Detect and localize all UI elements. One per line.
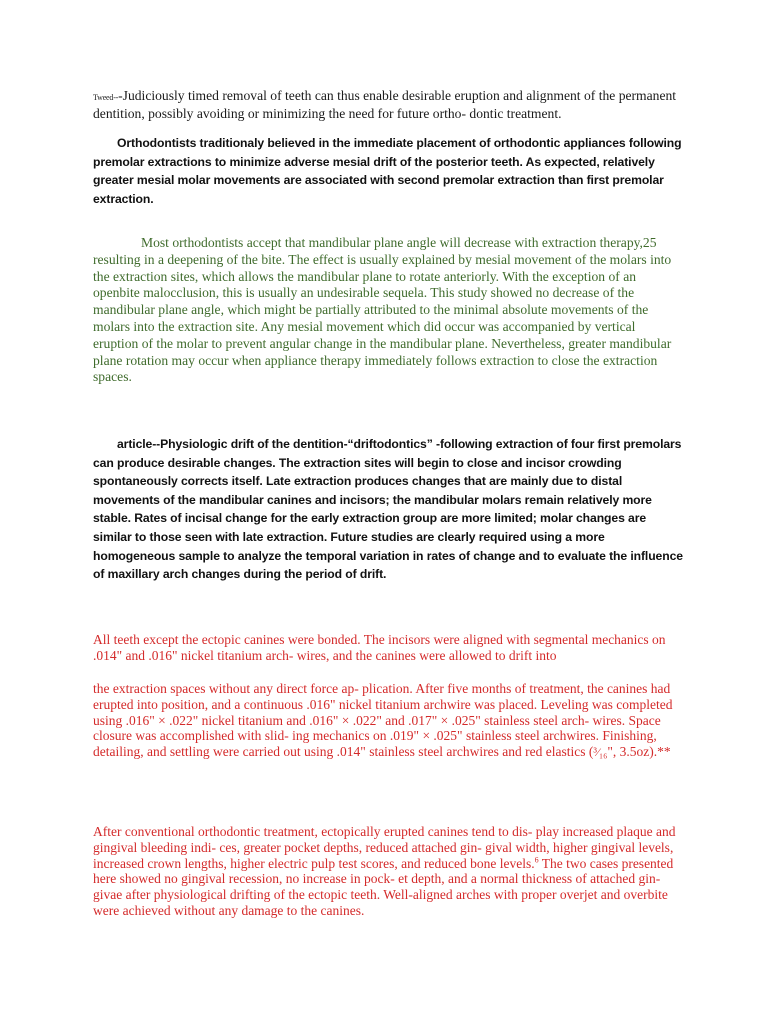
paragraph-text: ", 3.5oz).** bbox=[607, 744, 671, 760]
paragraph-text: article--Physiologic drift of the dentition-“driftodontics” -following extraction of four first premolars can produce desirable changes. The extraction sites will begin to close and incisor crowding spontaneously corrects itself. Late extraction produces changes that are mainly due to distal movements of the mandibular canines and incisors; the mandibular molars remain relatively more stable. Rates of incisal change for the early extraction group are more limited; molar changes are similar to those seen with late extraction. Future studies are clearly required using a more homogeneous sample to analyze the temporal variation in rates of change and to evaluate the influence of maxillary arch changes during the period of drift. bbox=[93, 437, 683, 582]
paragraph-orthodontists-belief bbox=[93, 134, 683, 208]
paragraph-text: After conventional orthodontic treatment, ectopically erupted canines tend to dis- play increased plaque and gingival bleeding indi- ces, greater pocket depths, reduced attached gin- gival width, higher gingival levels, increased crown lengths, higher electric pulp test scores, and reduced bone levels. bbox=[93, 824, 676, 871]
paragraph-driftodontics bbox=[93, 435, 683, 584]
footnote-reference: 6 bbox=[534, 855, 539, 865]
paragraph-bonding bbox=[93, 632, 683, 664]
paragraph-mandibular-plane bbox=[93, 235, 683, 386]
paragraph-lead-label: Tweed-- bbox=[93, 93, 119, 102]
paragraph-treatment-mechanics bbox=[93, 681, 683, 761]
paragraph-text: All teeth except the ectopic canines were bonded. The incisors were aligned with segmental mechanics on .014" and .016" nickel titanium arch- wires, and the canines were allowed to drift into bbox=[93, 632, 666, 663]
paragraph-text: -Judiciously timed removal of teeth can thus enable desirable eruption and alignment of the permanent dentition, possibly avoiding or minimizing the need for future ortho- dontic treatment. bbox=[93, 88, 677, 122]
paragraph-text: Most orthodontists accept that mandibular plane angle will decrease with extraction therapy,25 resulting in a deepening of the bite. The effect is usually explained by mesial movement of the molars into the extraction sites, which allows the mandibular plane to rotate anteriorly. With the exception of an openbite malocclusion, this is usually an undesirable sequela. This study showed no decrease of the mandibular plane angle, which might be partially attributed to the minimal absolute movements of the molars into the extraction site. Any mesial movement which did occur was accompanied by vertical eruption of the molar to prevent angular change in the mandibular plane. Nevertheless, greater mandibular plane rotation may occur when appliance therapy immediately follows extraction to close the extraction spaces. bbox=[93, 235, 672, 385]
paragraph-text: The two cases presented here showed no gingival recession, no increase in pock- et depth, and a normal thickness of attached gin- givae after physiological drifting of the ectopic teeth. Well-aligned arches with proper overjet and overbite were achieved without any damage to the canines. bbox=[93, 855, 674, 918]
paragraph-text: Orthodontists traditionaly believed in the immediate placement of orthodontic appliances following premolar extractions to minimize adverse mesial drift of the posterior teeth. As expected, relatively greater mesial molar movements are associated with second premolar extraction than first premolar extraction. bbox=[93, 136, 682, 206]
paragraph-tweed bbox=[93, 88, 683, 123]
paragraph-ectopic-canines bbox=[93, 824, 683, 919]
elastic-size-fraction: ³⁄₁₆ bbox=[593, 745, 608, 760]
paragraph-text: the extraction spaces without any direct force ap- plication. After five months of treatment, the canines had erupted into position, and a continuous .016" nickel titanium archwire was placed. Leveling was completed using .016" × .022" nickel titanium and .016" × .022" and .017" × .025" stainless steel arch- wires. Space closure was accomplished with slid- ing mechanics on .019" × .025" stainless steel archwires. Finishing, detailing, and settling were carried out using .014" stainless steel archwires and red elastics ( bbox=[93, 681, 673, 760]
